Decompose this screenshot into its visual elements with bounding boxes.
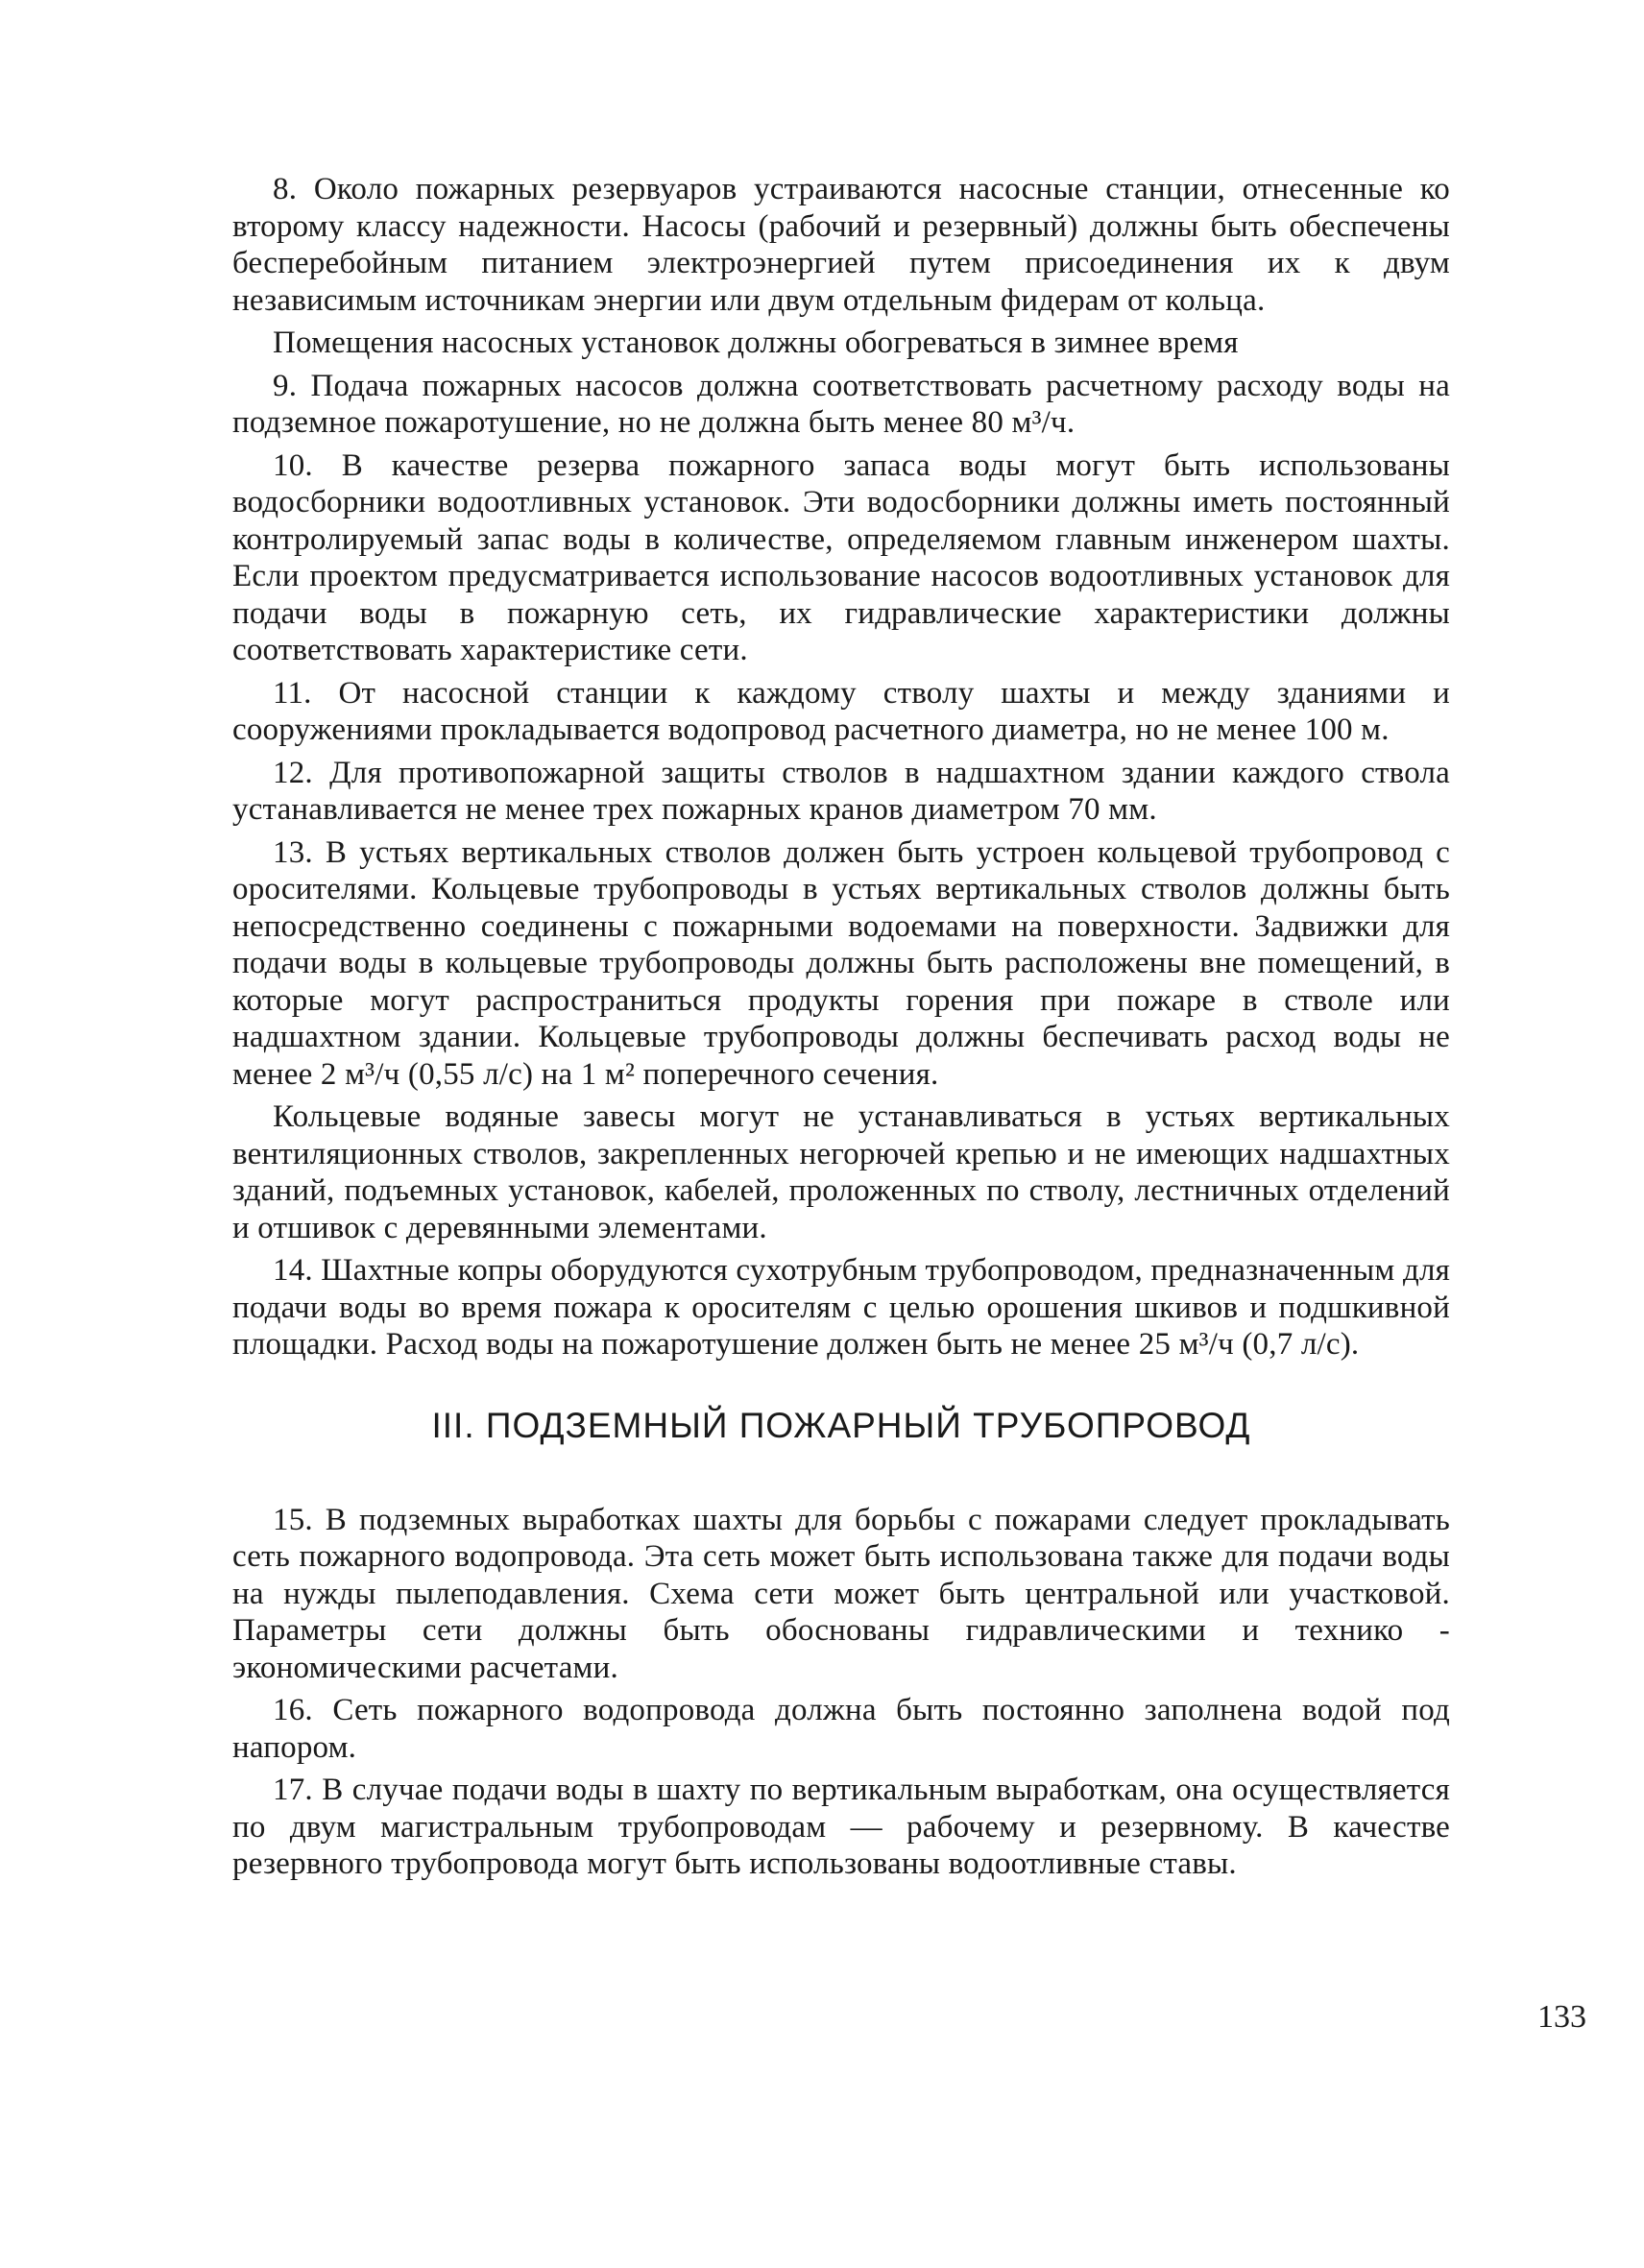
paragraph-8: 8. Около пожарных резервуаров устраиваются насосные станции, отнесенные ко второму классу надежности. Насосы (рабочий и резервный) должны быть обеспечены бесперебойным питанием электроэнергией путем присоединения их к двум независимым источникам энергии или двум отдельным фидерам от кольца. — [232, 172, 1450, 318]
paragraph-15: 15. В подземных выработках шахты для борьбы с пожарами следует прокладывать сеть пожарного водопровода. Эта сеть может быть использована также для подачи воды на нужды пылеподавления. Схема сети может быть центральной или участковой. Параметры сети должны быть обоснованы гидравлическими и технико - экономическими расчетами. — [232, 1502, 1450, 1685]
paragraph-16: 16. Сеть пожарного водопровода должна быть постоянно заполнена водой под напором. — [232, 1693, 1450, 1765]
section-heading: III. ПОДЗЕМНЫЙ ПОЖАРНЫЙ ТРУБОПРОВОД — [431, 1405, 1251, 1445]
paragraph-14: 14. Шахтные копры оборудуются сухотрубным трубопроводом, предназначенным для подачи воды во время пожара к оросителям с целью орошения шкивов и подшкивной площадки. Расход воды на пожаротушение должен быть не менее 25 м³/ч (0,7 л/с). — [232, 1253, 1450, 1362]
paragraphs-after — [232, 1502, 1450, 1883]
page-number: 133 — [1537, 1999, 1586, 2035]
paragraph-17: 17. В случае подачи воды в шахту по вертикальным выработкам, она осуществляется по двум магистральным трубопроводам — рабочему и резервному. В качестве резервного трубопровода могут быть использованы водоотливные ставы. — [232, 1773, 1450, 1881]
paragraph-10: 10. В качестве резерва пожарного запаса воды могут быть использованы водосборники водоотливных установок. Эти водосборники должны иметь постоянный контролируемый запас воды в количестве, определяемом главным инженером шахты. Если проектом предусматривается использование насосов водоотливных установок для подачи воды в пожарную сеть, их гидравлические характеристики должны соответствовать характеристике сети. — [232, 447, 1450, 667]
paragraph-pump-rooms: Помещения насосных установок должны обогреваться в зимнее время — [273, 326, 1239, 360]
paragraph-water-curtains: Кольцевые водяные завесы могут не устанавливаться в устьях вертикальных вентиляционных стволов, закрепленных негорючей крепью и не имеющих надшахтных зданий, подъемных установок, кабелей, проложенных по стволу, лестничных отделений и отшивок с деревянными элементами. — [232, 1099, 1450, 1245]
paragraph-12: 12. Для противопожарной защиты стволов в надшахтном здании каждого ствола устанавливается не менее трех пожарных кранов диаметром 70 мм. — [232, 755, 1450, 827]
paragraph-11: 11. От насосной станции к каждому стволу шахты и между зданиями и сооружениями прокладывается водопровод расчетного диаметра, но не менее 100 м. — [232, 675, 1450, 747]
paragraph-9: 9. Подача пожарных насосов должна соответствовать расчетному расходу воды на подземное пожаротушение, но не должна быть менее 80 м³/ч. — [232, 368, 1450, 440]
paragraph-13: 13. В устьях вертикальных стволов должен быть устроен кольцевой трубопровод с оросителями. Кольцевые трубопроводы в устьях вертикальных стволов должны быть непосредственно соединены с пожарными водоемами на поверхности. Задвижки для подачи воды в кольцевые трубопроводы должны быть расположены вне помещений, в которые могут распространиться продукты горения при пожаре в стволе или надшахтном здании. Кольцевые трубопроводы должны беспечивать расход воды не менее 2 м³/ч (0,55 л/с) на 1 м² поперечного сечения. — [232, 834, 1450, 1092]
paragraphs-before — [232, 171, 1450, 1363]
document-page — [232, 171, 1450, 2207]
